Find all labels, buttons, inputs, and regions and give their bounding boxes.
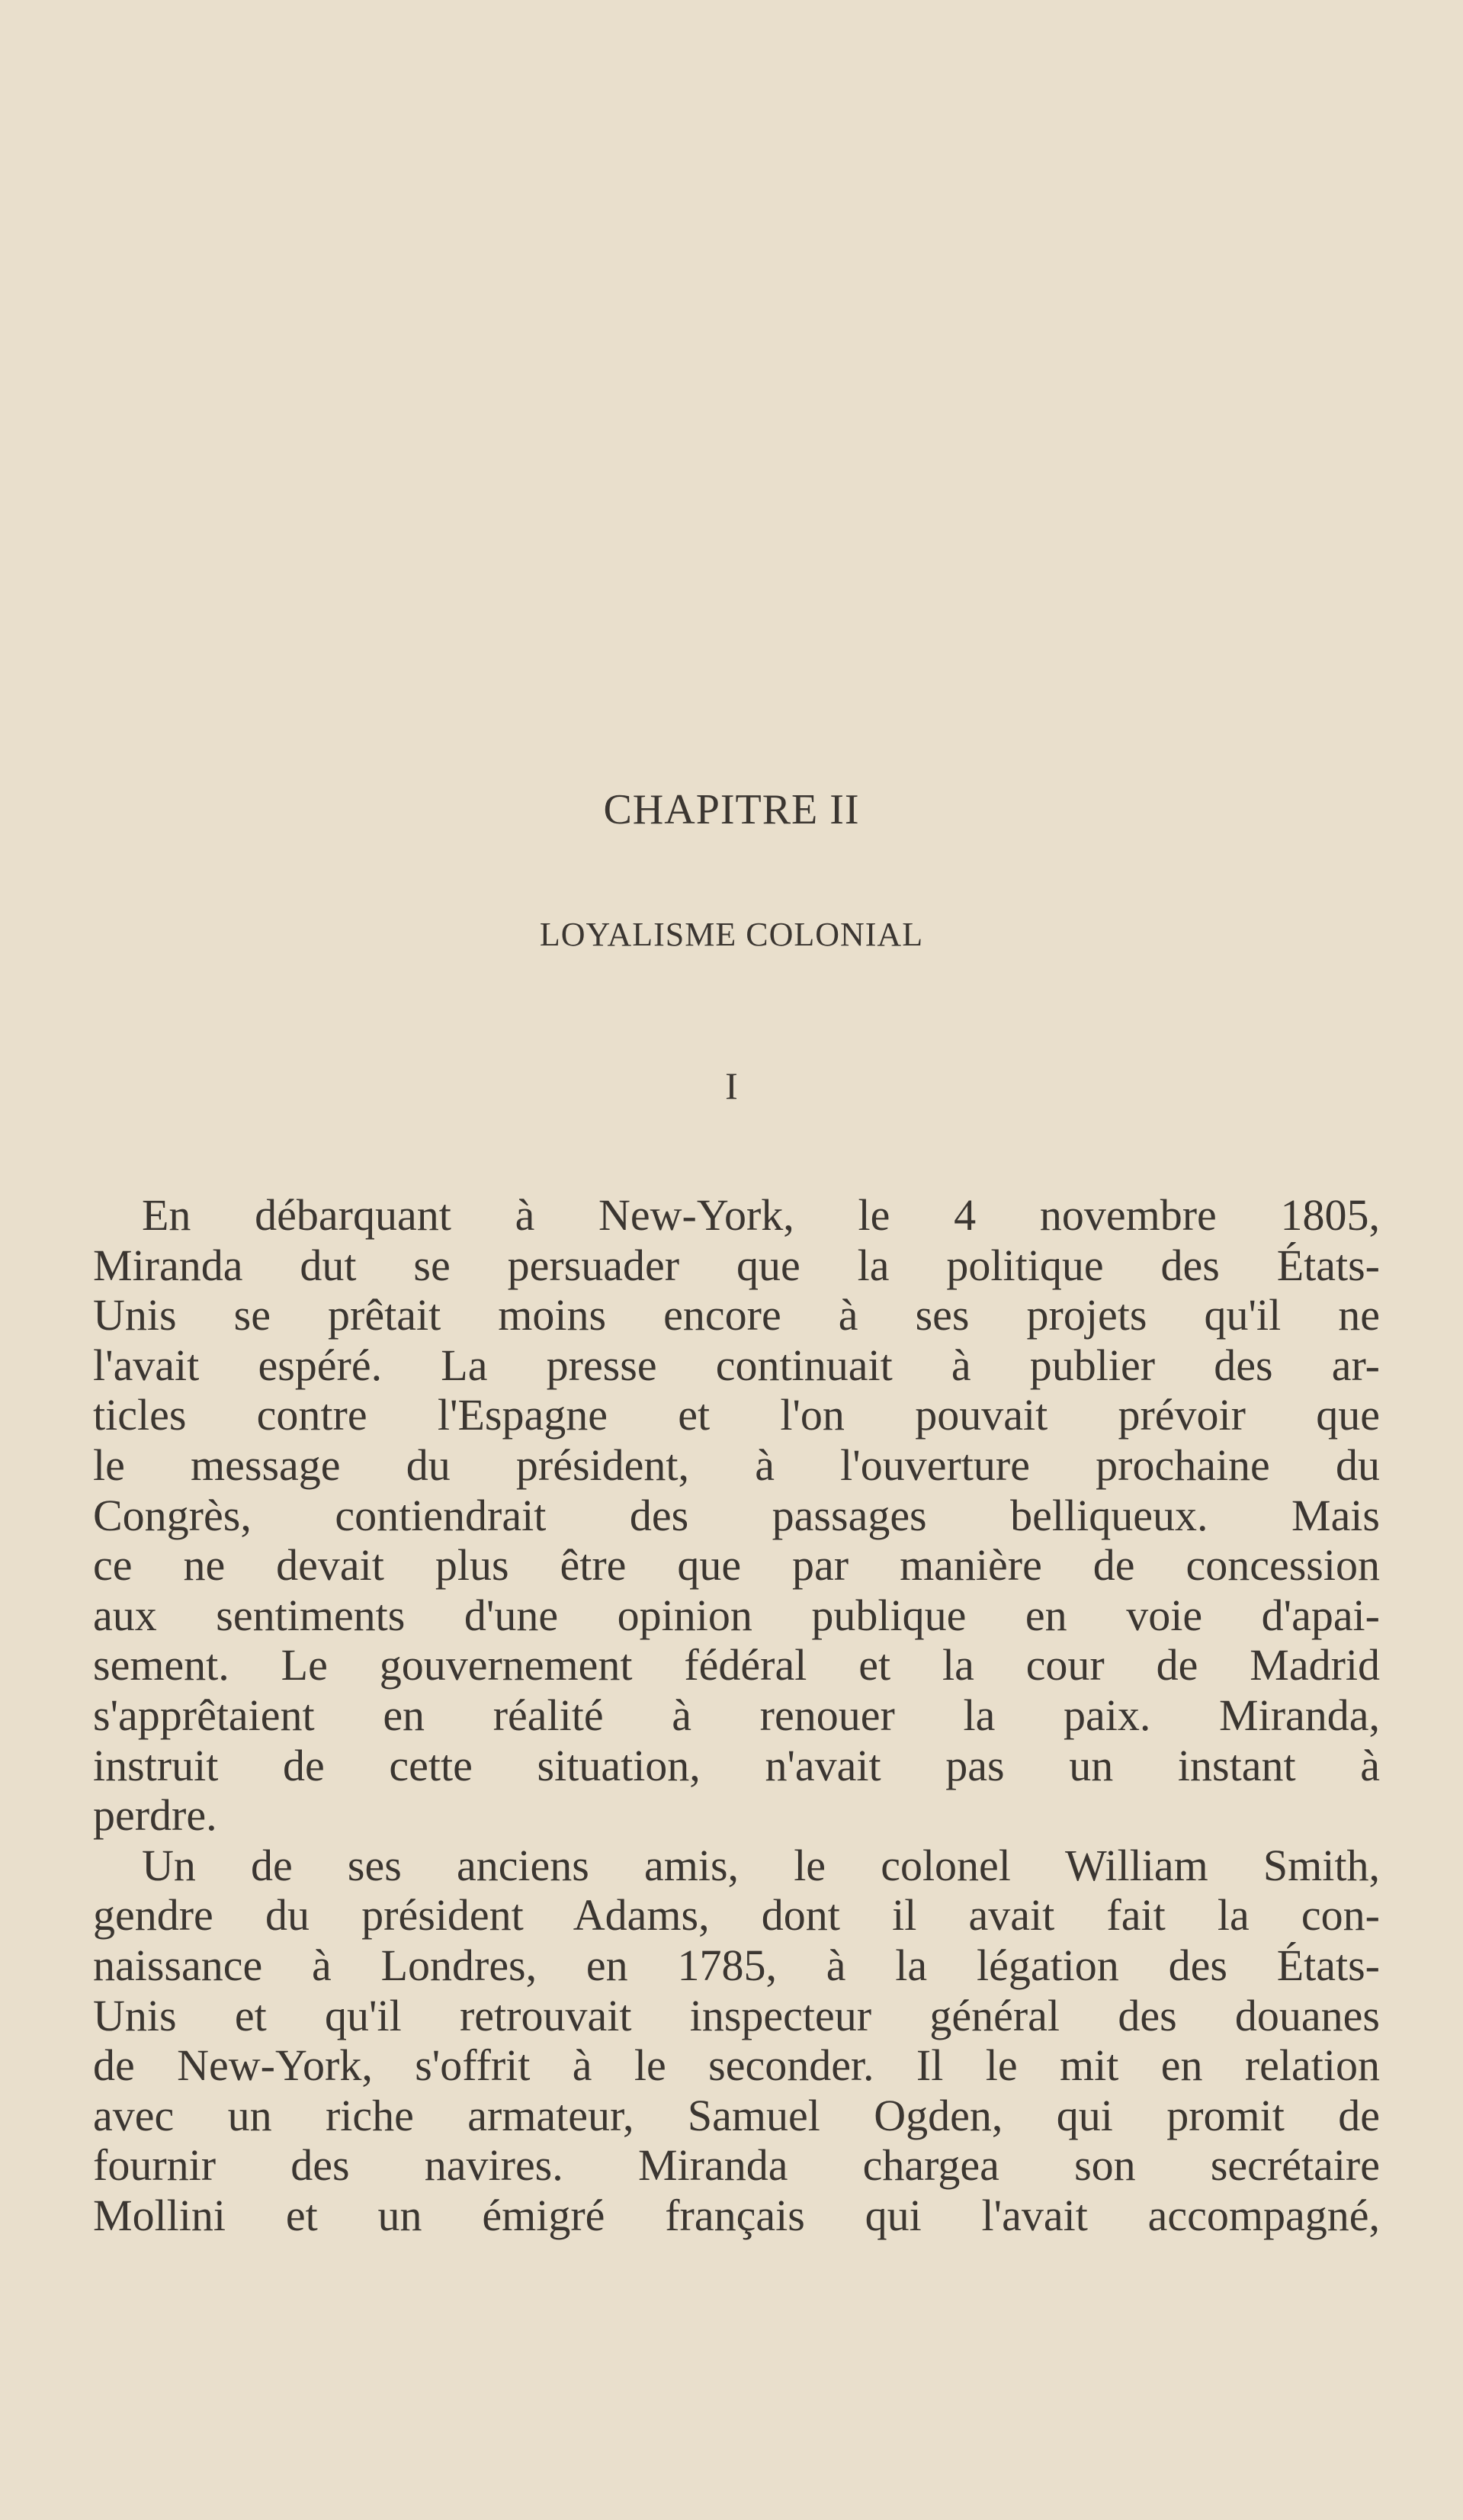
text-line: le message du président, à l'ouverture prochaine du	[93, 1440, 1380, 1490]
text-line: ce ne devait plus être que par manière de concession	[93, 1540, 1380, 1591]
text-line: avec un riche armateur, Samuel Ogden, qui promit de	[93, 2090, 1380, 2140]
text-line: perdre.	[93, 1790, 217, 1841]
text-line: ticles contre l'Espagne et l'on pouvait prévoir que	[93, 1390, 1380, 1440]
text-line: instruit de cette situation, n'avait pas un instant à	[93, 1740, 1380, 1790]
text-line: Mollini et un émigré français qui l'avait accompagné,	[93, 2190, 1380, 2240]
text-line: naissance à Londres, en 1785, à la légation des États-	[93, 1940, 1380, 1990]
text-line: Miranda dut se persuader que la politique des États-	[93, 1240, 1380, 1290]
text-line: Un de ses anciens amis, le colonel William Smith,	[142, 1840, 1380, 1890]
section-number: I	[725, 1064, 738, 1107]
text-line: Congrès, contiendrait des passages belliqueux. Mais	[93, 1490, 1380, 1540]
text-line: Unis et qu'il retrouvait inspecteur général des douanes	[93, 1990, 1380, 2040]
text-line: fournir des navires. Miranda chargea son secrétaire	[93, 2140, 1380, 2191]
text-line: gendre du président Adams, dont il avait fait la con-	[93, 1890, 1380, 1941]
text-line: Unis se prêtait moins encore à ses projets qu'il ne	[93, 1290, 1380, 1340]
text-line: l'avait espéré. La presse continuait à publier des ar-	[93, 1340, 1380, 1390]
body-text	[93, 1190, 1380, 2240]
text-line: En débarquant à New-York, le 4 novembre 1805,	[142, 1190, 1380, 1240]
chapter-subtitle: LOYALISME COLONIAL	[539, 916, 924, 953]
text-line: s'apprêtaient en réalité à renouer la paix. Miranda,	[93, 1690, 1380, 1740]
text-line: sement. Le gouvernement fédéral et la cour de Madrid	[93, 1640, 1380, 1690]
text-line: de New-York, s'offrit à le seconder. Il le mit en relation	[93, 2040, 1380, 2091]
chapter-title: CHAPITRE II	[603, 786, 860, 833]
text-line: aux sentiments d'une opinion publique en voie d'apai-	[93, 1590, 1380, 1640]
